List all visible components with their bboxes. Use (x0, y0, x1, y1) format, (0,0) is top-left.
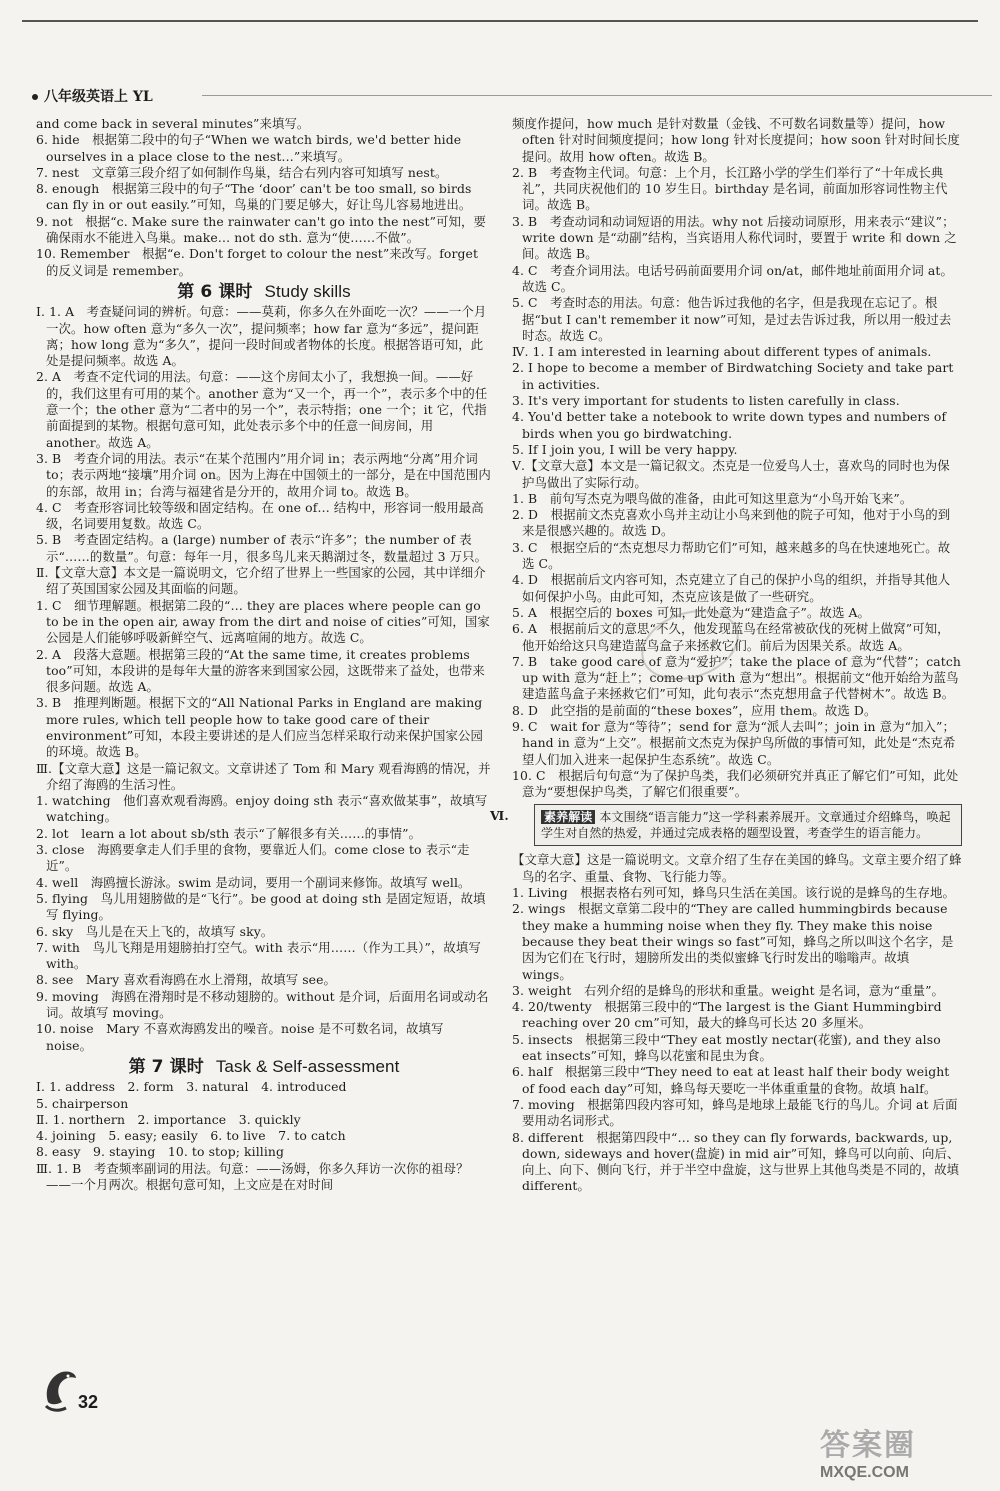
answer-item: 5. B 考查固定结构。a (large) number of 表示“许多”；the number of 表示“……的数量”。句意：每年一月，很多鸟儿来天鹅湖过冬，数量超过 3 万只。 (36, 532, 488, 564)
section-vi-label: Ⅵ. (490, 808, 509, 824)
answer-item: Ⅰ. 1. A 考查疑问词的辨析。句意：——莫莉，你多久在外面吃一次？——一个月一次。how often 意为“多久一次”，提问频率；how far 意为“多远”，提问距离；how long 意为“多久”，提问一段时间或者物体的长度。根据答语可知，此处是提问频率。故选 A。 (36, 304, 487, 369)
bullet-icon (32, 94, 38, 100)
dolphin-logo-icon (40, 1362, 80, 1416)
answer-item: 4. C 考查介词用法。电话号码前面要用介词 on/at，邮件地址前面用介词 at。故选 C。 (512, 262, 953, 294)
answer-item: 1. watching 他们喜欢观看海鸥。enjoy doing sth 表示“喜欢做某事”，故填写 watching。 (36, 793, 488, 825)
answer-item: 4. C 考查形容词比较等级和固定结构。在 one of… 结构中，形容词一般用最高级，名词要用复数。故选 C。 (36, 499, 484, 532)
answer-item: 5. If I join you, I will be very happy. (512, 441, 738, 457)
answer-item: 【文章大意】这是一篇说明文。文章介绍了生存在美国的蜂鸟。文章主要介绍了蜂鸟的名字、重量、食物、飞行能力等。 (512, 852, 962, 884)
top-border-line (22, 20, 978, 22)
watermark (820, 1420, 990, 1480)
answer-item: 6. A 根据前后文的意思“不久，他发现蓝鸟在经常被砍伐的死树上做窝”可知，他开始给这只鸟建造蓝鸟盒子来拯救它们。前后为因果关系。故选 A。 (512, 621, 950, 653)
answer-item: 7. nest 文章第三段介绍了如何制作鸟巢，结合右列内容可知填写 nest。 (36, 164, 448, 180)
answer-item: 频度作提问，how much 是针对数量（金钱、不可数名词数量等）提问，how often 针对时间频度提问；how long 针对长度提问；how soon 针对时间长度提问。故用 how often。故选 B。 (512, 116, 960, 164)
answer-item: 2. lot learn a lot about sb/sth 表示“了解很多有关……的事情”。 (36, 825, 422, 841)
answer-item: Ⅱ. 1. northern 2. importance 3. quickly (36, 1111, 301, 1127)
literacy-text: 本文围绕“语言能力”这一学科素养展开。文章通过介绍蜂鸟，唤起学生对自然的热爱，并通过完成表格的题型设置，考查学生的语言能力。 (541, 810, 951, 841)
answer-item: 2. D 根据前文杰克喜欢小鸟并主动让小鸟来到他的院子可知，他对于小鸟的到来是很感兴趣的。故选 D。 (512, 507, 951, 539)
answer-item: 2. wings 根据文章第二段中的“They are called hummingbirds because they make a humming noise when they fly. They make this noise because they beat their wings so fast”可知，蜂鸟之所以叫这个名字，是因为它们在飞行时，翅膀所发出的类似蜜蜂飞行时发出的嗡嗡声。故填 wings。 (512, 901, 954, 982)
watermark-cn: 答案圈 (820, 1429, 916, 1462)
answer-item: 6. sky 鸟儿是在天上飞的，故填写 sky。 (36, 923, 274, 939)
answer-item: 10. Remember 根据“e. Don't forget to colour the nest”来改写。forget 的反义词是 remember。 (36, 246, 479, 278)
answer-item: 5. insects 根据第三段中“They eat mostly nectar(花蜜), and they also eat insects”可知，蜂鸟以花蜜和昆虫为食。 (512, 1031, 941, 1064)
answer-item: Ⅴ.【文章大意】本文是一篇记叙文。杰克是一位爱鸟人士，喜欢鸟的同时也为保护鸟做出了实际行动。 (512, 458, 950, 490)
section-6-en: Study skills (264, 281, 351, 301)
answer-item: 5. flying 鸟儿用翅膀做的是“飞行”。be good at doing sth 是固定短语，故填写 flying。 (36, 890, 486, 923)
answer-item: 2. I hope to become a member of Birdwatching Society and take part in activities. (512, 360, 954, 392)
literacy-box (534, 804, 962, 846)
left-column (36, 116, 492, 1193)
answer-item: 6. half 根据第三段中“They need to eat at least half their body weight of food each day”可知，蜂鸟每天要吃一半体重重量的食物。故填 half。 (512, 1064, 950, 1096)
answer-item: 2. A 段落大意题。根据第三段的“At the same time, it creates problems too”可知，本段讲的是每年大量的游客来到国家公园，这既带来了益处，也带来很多问题。故选 A。 (36, 646, 485, 695)
answer-item: 9. moving 海鸥在滑翔时是不移动翅膀的。without 是介词，后面用名词或动名词。故填写 moving。 (36, 988, 489, 1021)
answer-item: 3. B 推理判断题。根据下文的“All National Parks in England are making more rules, which tell people how to take good care of their environment”可知，本段主要讲述的是人们应当怎样采取行动来保护国家公园的环境。故选 B。 (36, 695, 483, 760)
section-6-items (36, 304, 492, 1054)
answer-item: 4. D 根据前后文内容可知，杰克建立了自己的保护小鸟的组织，并指导其他人如何保护小鸟。由此可知，杰克应该是做了一些研究。 (512, 572, 951, 604)
answer-item: 8. different 根据第四段中“… so they can fly forwards, backwards, up, down, sideways and hover(盘旋) in mid air”可知，蜂鸟可以向前、向后、向上、向下、侧向飞行，并于半空中盘旋，这与世界上其他鸟类是不同的，故填 different。 (512, 1129, 960, 1194)
answer-item: Ⅲ.【文章大意】这是一篇记叙文。文章讲述了 Tom 和 Mary 观看海鸥的情况，并介绍了海鸥的生活习性。 (36, 760, 491, 792)
answer-item: 3. B 考查介词的用法。表示“在某个范围内”用介词 in；表示两地“分离”用介词 to；表示两地“接壤”用介词 on。因为上海在中国领土的一部分，是在中国范围内的东部，故用 in；台湾与福建省是分开的，故用介词 to。故选 B。 (36, 450, 491, 499)
header-title: 八年级英语上 YL (44, 89, 153, 105)
answer-item: 4. 20/twenty 根据第三段中的“The largest is the Giant Hummingbird reaching over 20 cm”可知，最大的蜂鸟可长达 20 多厘米。 (512, 999, 942, 1031)
answer-item: 8. see Mary 喜欢看海鸥在水上滑翔，故填写 see。 (36, 972, 337, 988)
answer-item: 4. You'd better take a notebook to write down types and numbers of birds when you go birdwatching. (512, 409, 947, 441)
right-column (490, 116, 962, 1195)
answer-item: 3. It's very important for students to listen carefully in class. (512, 393, 900, 409)
section-7-items (36, 1079, 492, 1193)
answer-item: 9. not 根据“c. Make sure the rainwater can't go into the nest”可知，要确保雨水不能进入鸟巢。make… not do sth. 意为“使……不做”。 (36, 213, 486, 246)
answer-item: 6. hide 根据第二段中的句子“When we watch birds, we'd better hide ourselves in a place close to the nest…”来填写。 (36, 132, 462, 164)
answer-item: 1. C 细节理解题。根据第二段的“… they are places where people can go to be in the open air, away from the dirt and noise of cities”可知，国家公园是人们能够呼吸新鲜空气、远离喧闹的地方。故选 C。 (36, 597, 490, 646)
answer-item: 7. B take good care of 意为“爱护”；take the place of 意为“代替”；catch up with 意为“赶上”；come up with 意为“想出”。根据前文“他开始给为蓝鸟建造蓝鸟盒子来拯救它们”可知，此句表示“杰克想用盒子代替树木”。故选 B。 (512, 653, 961, 702)
header-rule (202, 95, 992, 96)
section-7-title (36, 1056, 492, 1077)
literacy-box-wrap (490, 804, 962, 846)
answer-item: 8. D 此空指的是前面的“these boxes”，应用 them。故选 D。 (512, 702, 877, 718)
answer-item: 2. A 考查不定代词的用法。句意：——这个房间太小了，我想换一间。——好的，我们这里有可用的某个。another 意为“又一个，再一个”，表示多个中的任意一个；the other 意为“二者中的另一个”，表示特指；one 一个；it 它，代指前面提到的某物。根据句意可知，此处表示多个中的任意一间房间，用 another。故选 A。 (36, 369, 488, 450)
answer-item: 4. joining 5. easy; easily 6. to live 7. to catch (36, 1128, 346, 1144)
answer-item: and come back in several minutes”来填写。 (36, 116, 310, 131)
watermark-url: MXQE.COM (820, 1464, 909, 1481)
answer-item: 8. enough 根据第三段中的句子“The ‘door’ can't be too small, so birds can fly in or out easily.”可知，鸟巢的门要足够大，好让鸟儿容易地进出。 (36, 181, 472, 213)
answer-item: Ⅰ. 1. address 2. form 3. natural 4. introduced (36, 1079, 347, 1095)
answer-item: 1. Living 根据表格右列可知，蜂鸟只生活在美国。该行说的是蜂鸟的生存地。 (512, 885, 955, 901)
answer-item: 2. B 考查物主代词。句意：上个月，长江路小学的学生们举行了“十年成长典礼”，共同庆祝他们的 10 岁生日。birthday 是名词，前面加形容词性物主代词。故选 B。 (512, 164, 948, 213)
answer-item: 10. noise Mary 不喜欢海鸥发出的噪音。noise 是不可数名词，故填写 noise。 (36, 1021, 444, 1053)
answer-item: 1. B 前句写杰克为喂鸟做的准备，由此可知这里意为“小鸟开始飞来”。 (512, 490, 913, 506)
page-number: 32 (78, 1392, 99, 1412)
answer-item: 8. easy 9. staying 10. to stop; killing (36, 1144, 285, 1160)
answer-item: Ⅳ. 1. I am interested in learning about different types of animals. (512, 344, 932, 360)
answer-item: 5. A 根据空后的 boxes 可知，此处意为“建造盒子”。故选 A。 (512, 604, 871, 620)
answer-item: Ⅲ. 1. B 考查频率副词的用法。句意：——汤姆，你多久拜访一次你的祖母？——一个月两次。根据句意可知，上文应是在对时间 (36, 1160, 469, 1192)
section-6-title (36, 281, 492, 302)
answer-item: 3. B 考查动词和动词短语的用法。why not 后接动词原形，用来表示“建议”；write down 是“动副”结构，当宾语用人称代词时，要置于 write 和 down 之间。故选 B。 (512, 213, 957, 262)
answer-item: 3. close 海鸥要拿走人们手里的食物，要靠近人们。come close to 表示“走近”。 (36, 842, 470, 874)
answer-item: 9. C wait for 意为“等待”；send for 意为“派人去叫”；join in 意为“加入”；hand in 意为“上交”。根据前文杰克为保护鸟所做的事情可知，此处是“杰克希望人们加入进来一起保护生态系统”。故选 C。 (512, 718, 956, 767)
answer-item: 5. C 考查时态的用法。句意：他告诉过我他的名字，但是我现在忘记了。根据“but I can't remember it now”可知，是过去告诉过我，所以用一般过去时态。故选 C。 (512, 295, 952, 343)
section-6-cn: 第 6 课时 (177, 281, 253, 302)
literacy-tag: 素养解读 (541, 810, 595, 824)
answer-item: 10. C 根据后句句意“为了保护鸟类，我们必须研究并真正了解它们”可知，此处意为“要想保护鸟类，了解它们很重要”。 (512, 767, 959, 800)
answer-item: 5. chairperson (36, 1095, 129, 1111)
answer-item: 4. well 海鸥擅长游泳。swim 是动词，要用一个副词来修饰。故填写 well。 (36, 874, 471, 890)
answer-item: 3. C 根据空后的“杰克想尽力帮助它们”可知，越来越多的鸟在快速地死亡。故选 C。 (512, 539, 951, 572)
page-header (32, 86, 153, 106)
answer-item: 7. moving 根据第四段内容可知，蜂鸟是地球上最能飞行的鸟儿。介词 at 后面要用动名词形式。 (512, 1096, 958, 1129)
section-7-cn: 第 7 课时 (128, 1056, 204, 1077)
answer-item: 7. with 鸟儿飞翔是用翅膀拍打空气。with 表示“用……（作为工具）”，故填写 with。 (36, 939, 481, 972)
right-items-a (512, 116, 962, 800)
answer-item: 3. weight 右列介绍的是蜂鸟的形状和重量。weight 是名词，意为“重量”。 (512, 982, 945, 998)
section-7-en: Task & Self-assessment (215, 1056, 400, 1076)
answer-item: Ⅱ.【文章大意】本文是一篇说明文，它介绍了世界上一些国家的公园，其中详细介绍了英国国家公园及其面临的问题。 (36, 565, 486, 597)
left-top-items (36, 116, 492, 279)
right-items-b (512, 852, 962, 1194)
